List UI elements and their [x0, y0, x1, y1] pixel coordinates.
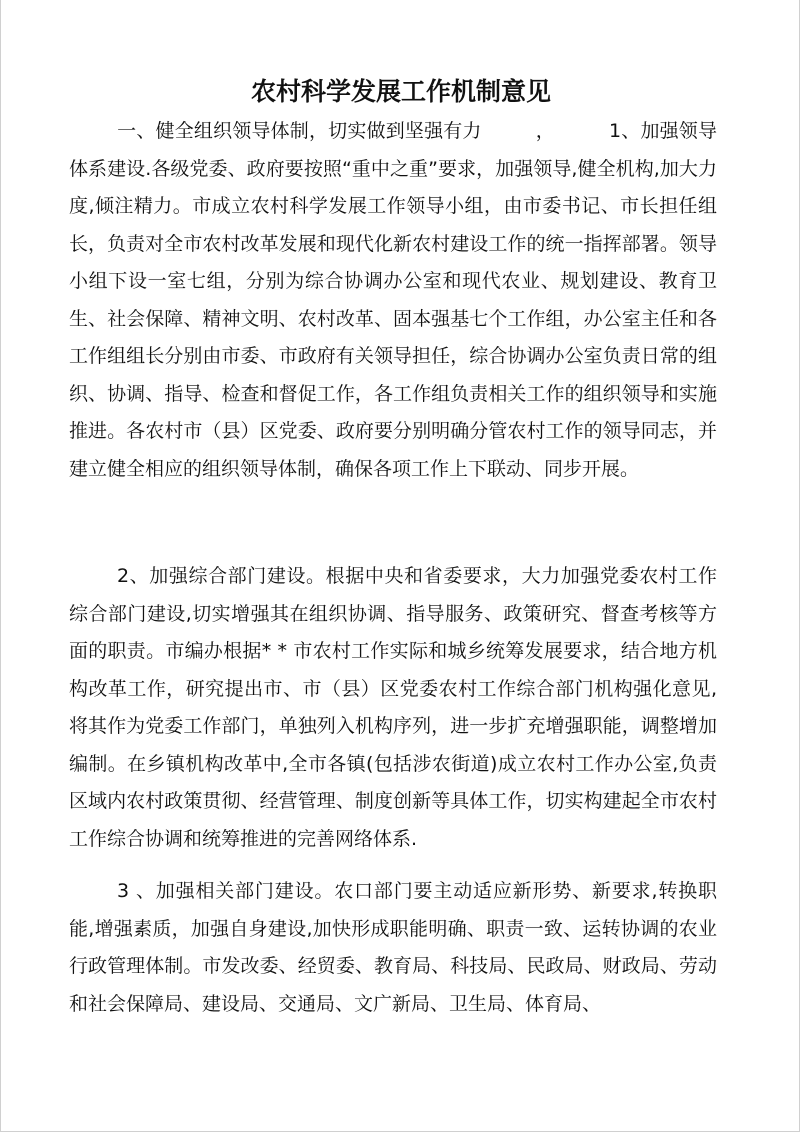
- paragraph-1-body: 1、加强领导体系建设.各级党委、政府要按照“重中之重”要求，加强领导,健全机构,加大力度,倾注精力。市成立农村科学发展工作领导小组，由市委书记、市长担任组长，负责对全市农村改革发展和现代化新农村建设工作的统一指挥部署。领导小组下设一室七组，分别为综合协调办公室和现代农业、规划建设、教育卫生、社会保障、精神文明、农村改革、固本强基七个工作组，办公室主任和各工作组组长分别由市委、市政府有关领导担任，综合协调办公室负责日常的组织、协调、指导、检查和督促工作，各工作组负责相关工作的组织领导和实施推进。各农村市（县）区党委、政府要分别明确分管农村工作的领导同志，并建立健全相应的组织领导体制，确保各项工作上下联动、同步开展。: [69, 120, 717, 480]
- paragraph-3-text: 3 、加强相关部门建设。农口部门要主动适应新形势、新要求,转换职能,增强素质，加强自身建设,加快形成职能明确、职责一致、运转协调的农业行政管理体制。市发改委、经贸委、教育局、科技局、民政局、财政局、劳动和社会保障局、建设局、交通局、文广新局、卫生局、体育局、: [69, 880, 717, 1015]
- stray-mark: ，: [535, 120, 555, 142]
- paragraph-2-text: 2、加强综合部门建设。根据中央和省委要求，大力加强党委农村工作综合部门建设,切实增强其在组织协调、指导服务、政策研究、督查考核等方面的职责。市编办根据* * 市农村工作实际和城乡统筹发展要求，结合地方机构改革工作，研究提出市、市（县）区党委农村工作综合部门机构强化意见,将其作为党委工作部门，单独列入机构序列，进一步扩充增强职能，调整增加编制。在乡镇机构改革中,全市各镇(包括涉农街道)成立农村工作办公室,负责区域内农村政策贯彻、经营管理、制度创新等具体工作，切实构建起全市农村工作综合协调和统筹推进的完善网络体系.: [69, 565, 718, 850]
- paragraph-3: [69, 873, 717, 1023]
- section-heading: 一、健全组织领导体制，切实做到坚强有力: [117, 120, 482, 142]
- document-title: 农村科学发展工作机制意见: [250, 77, 551, 106]
- paragraph-2: [69, 558, 717, 858]
- paragraph-1: [69, 113, 717, 488]
